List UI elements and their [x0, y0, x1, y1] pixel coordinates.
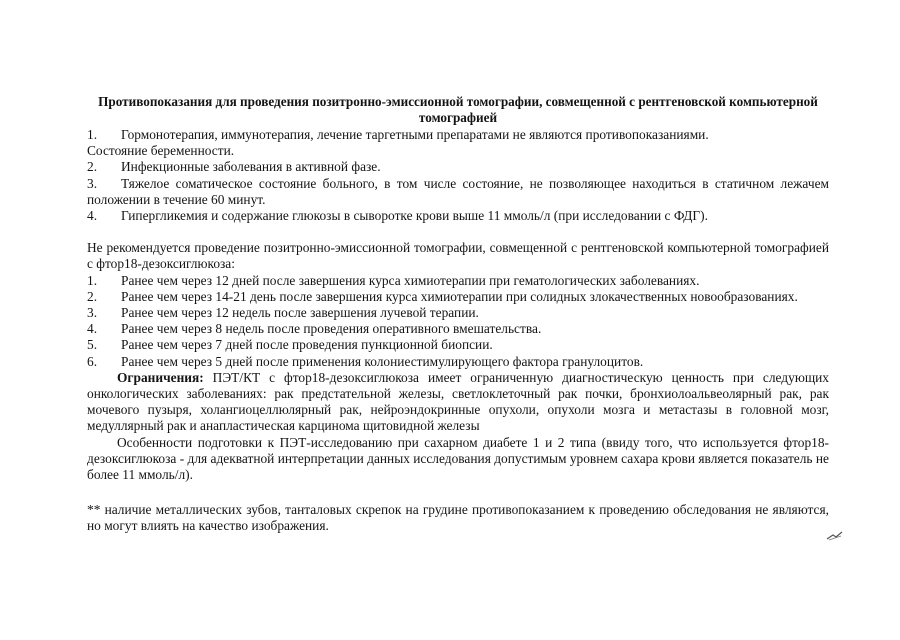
- item-text: Ранее чем через 12 недель после завершения лучевой терапии.: [121, 305, 479, 321]
- document-title: Противопоказания для проведения позитронно-эмиссионной томографии, совмещенной с рентгеновской компьютерной томографией: [98, 94, 818, 125]
- handwritten-mark-icon: [826, 530, 844, 542]
- item-text: Состояние беременности.: [87, 143, 235, 159]
- item-number: 2.: [87, 288, 98, 304]
- item-number: 5.: [87, 337, 98, 353]
- item-number: 6.: [87, 353, 98, 369]
- diabetes-note: Особенности подготовки к ПЭТ-исследованию при сахарном диабете 1 и 2 типа (ввиду того, что используется фтор18-дезоксиглюкоза - для адекватной интерпретации данных исследования допустимым уровнем сахара крови является показатель не более 11 ммоль/л).: [87, 434, 829, 483]
- item-number: 3.: [87, 175, 98, 191]
- list-item: [87, 337, 829, 353]
- item-text: Гипергликемия и содержание глюкозы в сыворотке крови выше 11 ммоль/л (при исследовании с ФДГ).: [121, 208, 708, 224]
- list-item: [87, 289, 829, 305]
- list-item: [87, 159, 829, 175]
- item-text: Ранее чем через 8 недель после проведения оперативного вмешательства.: [121, 321, 542, 337]
- list-item: [87, 208, 829, 224]
- limitations-text: ПЭТ/КТ с фтор18-дезоксиглюкоза имеет ограниченную диагностическую ценность при следующих онкологических заболеваниях: рак предстательной железы, светлоклеточный рак почки, бронхиолоальвеолярный рак, рак мочевого пузыря, холангиоцеллюлярный рак, нейроэндокринные опухоли, опухоли мозга и метастазы в головной мозг, медуллярный рак и анапластическая карцинома щитовидной железы: [87, 369, 829, 434]
- list-item: [87, 176, 829, 208]
- spacer: [87, 483, 829, 502]
- item-text: Ранее чем через 12 дней после завершения курса химиотерапии при гематологических заболеваниях.: [121, 272, 700, 288]
- list-item: [87, 305, 829, 321]
- item-text: Ранее чем через 7 дней после проведения пункционной биопсии.: [121, 337, 493, 353]
- contraindications-list: [87, 127, 829, 224]
- item-text: Гормонотерапия, иммунотерапия, лечение таргетными препаратами не являются противопоказаниями.: [121, 127, 709, 142]
- item-number: 4.: [87, 208, 98, 224]
- spacer: [87, 224, 829, 240]
- item-number: 3.: [87, 305, 98, 321]
- item-text: Инфекционные заболевания в активной фазе.: [121, 159, 381, 175]
- limitations-label: Ограничения:: [117, 369, 204, 385]
- limitations-paragraph: [87, 370, 829, 435]
- item-text: Тяжелое соматическое состояние больного, в том числе состояние, не позволяющее находиться в статичном лежачем положении в течение 60 минут.: [87, 175, 829, 207]
- item-number: 4.: [87, 321, 98, 337]
- item-number: 1.: [87, 127, 98, 142]
- list-item: [87, 354, 829, 370]
- item-text: Ранее чем через 14-21 день после завершения курса химиотерапии при солидных злокачественных новообразованиях.: [121, 288, 798, 304]
- not-recommended-list: [87, 273, 829, 370]
- list-item: [87, 143, 829, 159]
- item-text: Ранее чем через 5 дней после применения колониестимулирующего фактора гранулоцитов.: [121, 353, 644, 369]
- not-recommended-intro: Не рекомендуется проведение позитронно-эмиссионной томографии, совмещенной с рентгеновской компьютерной томографией с фтор18-дезоксиглюкоза:: [87, 240, 829, 272]
- footnote: ** наличие металлических зубов, танталовых скрепок на грудине противопоказанием к проведению обследования не являются, но могут влиять на качество изображения.: [87, 502, 829, 534]
- document-body: [87, 94, 829, 535]
- list-item: [87, 127, 829, 143]
- item-number: 1.: [87, 272, 98, 288]
- list-item: [87, 321, 829, 337]
- list-item: [87, 273, 829, 289]
- item-number: 2.: [87, 159, 98, 175]
